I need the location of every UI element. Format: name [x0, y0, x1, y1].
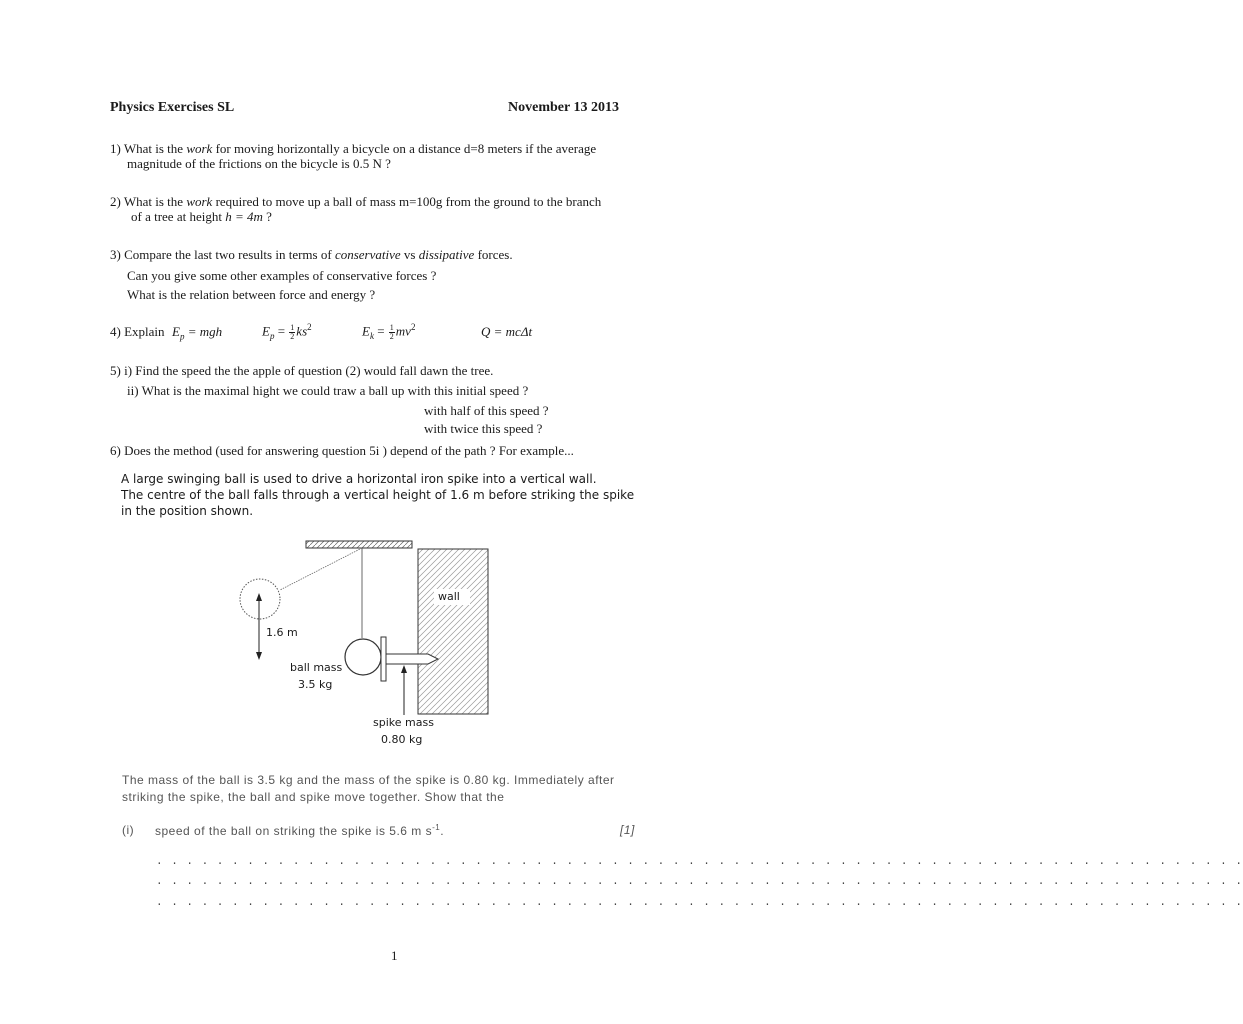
question-3: 3) Compare the last two results in terms of conservative vs dissipative forces.: [110, 247, 513, 262]
problem-intro-1: A large swinging ball is used to drive a horizontal iron spike into a vertical wall.: [121, 472, 597, 486]
height-arrow-head-down: [256, 652, 262, 660]
part-number: (i): [122, 823, 135, 837]
question-2: 2) What is the work required to move up a ball of mass m=100g from the ground to the branch: [110, 194, 602, 209]
question-5-line2: ii) What is the maximal hight we could traw a ball up with this initial speed ?: [127, 383, 529, 398]
question-2-cont: of a tree at height h = 4m ?: [131, 209, 272, 224]
spike: [386, 654, 438, 664]
spike-pointer-head: [401, 665, 407, 673]
wall: [418, 549, 488, 714]
ball-mass-label: ball mass: [290, 661, 343, 674]
equation-heat: Q = mcΔt: [481, 324, 533, 339]
spike-mass-value: 0.80 kg: [381, 733, 423, 746]
question-4-label: 4) Explain: [110, 324, 165, 339]
height-label: 1.6 m: [266, 626, 298, 639]
page-title: Physics Exercises SL: [110, 100, 235, 115]
problem-intro-2: The centre of the ball falls through a vertical height of 1.6 m before striking the spike: [121, 488, 635, 502]
part-question: speed of the ball on striking the spike is 5.6 m $s^{-1}$.: [155, 823, 445, 838]
page-number: 1: [391, 948, 398, 963]
part-text-2: striking the spike, the ball and spike move together. Show that the: [122, 790, 505, 804]
question-1-cont: magnitude of the frictions on the bicycle is 0.5 N ?: [127, 156, 391, 171]
spike-mass-label: spike mass: [373, 716, 434, 729]
question-5: 5) i) Find the speed the the apple of question (2) would fall dawn the tree.: [110, 363, 494, 378]
marks: [1]: [620, 823, 635, 837]
ball-mass-value: 3.5 kg: [298, 678, 333, 691]
question-5-line3: with half of this speed ?: [424, 403, 549, 418]
problem-intro-3: in the position shown.: [121, 504, 254, 518]
answer-line[interactable]: . . . . . . . . . . . . . . . . . . . . . . . . . . . . . . . . . . . . . . . . . . . . . . . . . . . . . . . . . . . . . . . . . . . . . . . .: [156, 856, 1243, 868]
equation-kinetic: $E_k$ = $\frac{1}{2}$ $mv^2$: [362, 322, 416, 341]
wall-label: wall: [438, 590, 460, 603]
question-1: 1) What is the work for moving horizontally a bicycle on a distance d=8 meters if the average: [110, 141, 597, 156]
part-text-1: The mass of the ball is 3.5 kg and the mass of the spike is 0.80 kg. Immediately after: [122, 773, 615, 787]
question-3-line2: Can you give some other examples of conservative forces ?: [127, 268, 437, 283]
question-5-line4: with twice this speed ?: [424, 421, 543, 436]
pendulum-string-raised: [280, 548, 362, 590]
page-date: November 13 2013: [508, 100, 619, 115]
question-3-line3: What is the relation between force and energy ?: [127, 287, 376, 302]
spike-plate: [381, 637, 386, 681]
ceiling-support: [306, 541, 412, 548]
equation-potential-spring: $E_p$ = $\frac{1}{2}$ $ks^2$: [262, 322, 312, 341]
answer-line[interactable]: . . . . . . . . . . . . . . . . . . . . . . . . . . . . . . . . . . . . . . . . . . . . . . . . . . . . . . . . . . . . . . . . . . . . . . . .: [156, 897, 1243, 909]
equation-potential-gravity: $E_p$ = mgh: [172, 324, 223, 342]
height-arrow-head-up: [256, 593, 262, 601]
ball: [345, 639, 381, 675]
answer-line[interactable]: . . . . . . . . . . . . . . . . . . . . . . . . . . . . . . . . . . . . . . . . . . . . . . . . . . . . . . . . . . . . . . . . . . . . . . . .: [156, 876, 1243, 888]
question-6: 6) Does the method (used for answering question 5i ) depend of the path ? For example...: [110, 443, 574, 458]
